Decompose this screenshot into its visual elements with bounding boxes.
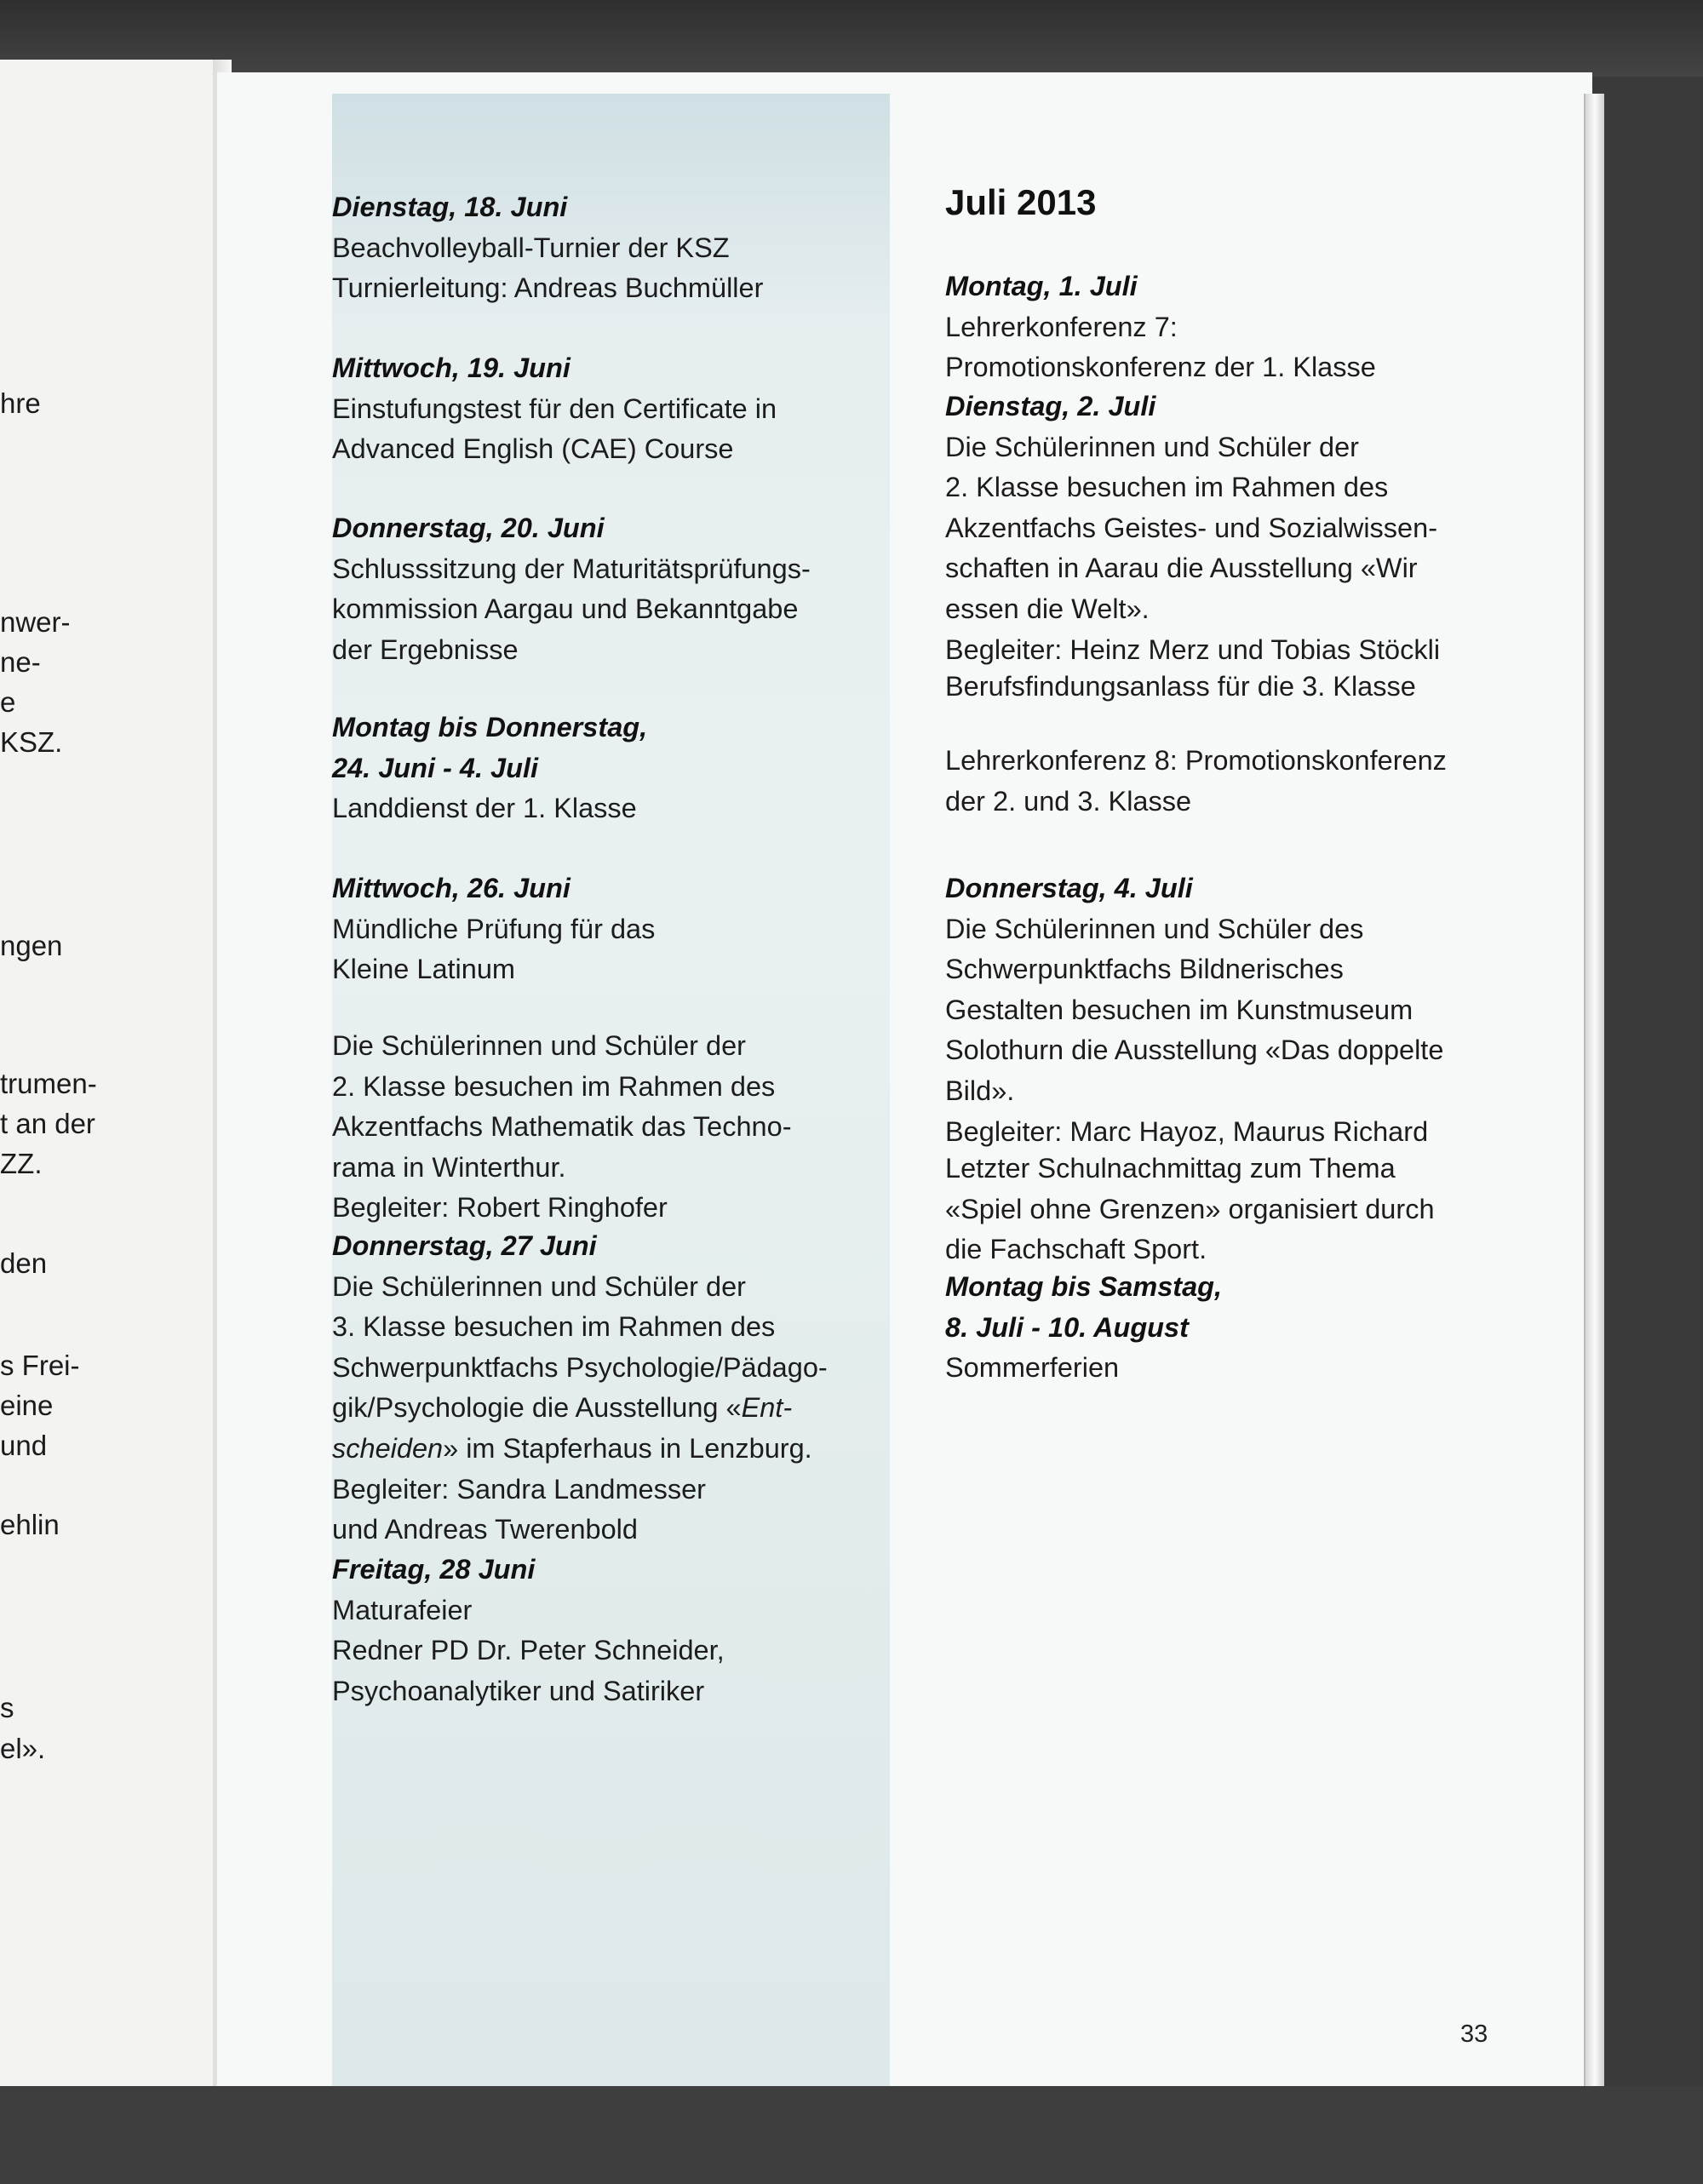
entry-line: Solothurn die Ausstellung «Das doppelte [945,1035,1444,1066]
entry-line: Landdienst der 1. Klasse [332,793,637,824]
entry-line: der Ergebnisse [332,633,519,665]
entry-26-juni [332,868,894,990]
entry-line: der 2. und 3. Klasse [945,785,1192,817]
entry-line: 2. Klasse besuchen im Rahmen des [945,472,1389,503]
entry-line: Advanced English (CAE) Course [332,433,734,465]
entry-lehrerkonferenz-8 [945,741,1558,822]
left-fragment: s Frei- [0,1350,80,1381]
entry-line: Maturafeier [332,1594,473,1625]
entry-27-juni [332,1226,894,1551]
entry-line: Schwerpunktfachs Bildnerisches [945,954,1344,985]
entry-line: 2. Klasse besuchen im Rahmen des [332,1070,776,1102]
entry-line: kommission Aargau und Bekanntgabe [332,593,799,625]
left-fragment: ne- [0,646,41,678]
entry-line: Schlusssitzung der Maturitätsprüfungs- [332,553,811,584]
entry-date: Donnerstag, 20. Juni [332,513,605,543]
page-number: 33 [1460,2021,1488,2048]
left-fragment: und [0,1430,48,1461]
entry-line: Begleiter: Sandra Landmesser [332,1473,707,1505]
entry-20-juni [332,508,894,670]
entry-date: Dienstag, 2. Juli [945,391,1156,421]
entry-line: Redner PD Dr. Peter Schneider, [332,1635,725,1666]
entry-line: Die Schülerinnen und Schüler der [332,1270,746,1302]
left-fragment: el». [0,1733,46,1764]
left-fragment: s [0,1692,14,1723]
entry-line: Die Schülerinnen und Schüler des [945,913,1364,944]
entry-date: Donnerstag, 4. Juli [945,873,1193,903]
entry-line: Akzentfachs Geistes- und Sozialwissen- [945,512,1438,543]
left-fragment: ZZ. [0,1148,43,1179]
entry-date-range: 24. Juni - 4. Juli [332,752,539,783]
entry-line: 3. Klasse besuchen im Rahmen des [332,1311,776,1343]
entry-sommerferien [945,1267,1558,1389]
entry-line: essen die Welt». [945,593,1150,624]
left-fragment: hre [0,387,41,419]
entry-2-juli [945,387,1558,670]
left-fragment: t an der [0,1108,95,1139]
entry-line: Lehrerkonferenz 8: Promotionskonferenz [945,745,1447,776]
left-fragment: KSZ. [0,726,63,758]
entry-19-juni [332,348,894,470]
entry-4-juli [945,868,1558,1152]
entry-date: Freitag, 28 Juni [332,1554,536,1585]
scanner-background-top [0,0,1703,77]
entry-line: Berufsfindungsanlass für die 3. Klasse [945,671,1416,702]
entry-line: Begleiter: Marc Hayoz, Maurus Richard [945,1115,1429,1147]
entry-line: Turnierleitung: Andreas Buchmüller [332,272,764,304]
entry-line: Psychoanalytiker und Satiriker [332,1675,705,1706]
entry-line: rama in Winterthur. [332,1151,566,1183]
entry-line: Schwerpunktfachs Psychologie/Pädago- [332,1351,828,1383]
entry-line: Akzentfachs Mathematik das Techno- [332,1111,792,1143]
entry-berufsfindung [945,667,1558,708]
entry-line: und Andreas Twerenbold [332,1514,638,1545]
entry-line-rich [332,1429,894,1470]
entry-line: Beachvolleyball-Turnier der KSZ [332,232,730,263]
entry-line: Mündliche Prüfung für das [332,913,656,944]
entry-date: Montag bis Samstag, [945,1271,1223,1302]
entry-date: Mittwoch, 19. Juni [332,353,571,383]
entry-line: Kleine Latinum [332,954,515,985]
left-fragment: e [0,686,16,718]
month-heading: Juli 2013 [945,182,1097,222]
entry-landdienst [332,708,894,829]
entry-line: Begleiter: Robert Ringhofer [332,1192,668,1224]
entry-1-juli [945,267,1558,388]
italic-segment: Ent- [741,1392,793,1424]
right-page [217,72,1592,2086]
left-page [0,60,216,2095]
entry-date-range: 8. Juli - 10. August [945,1311,1189,1343]
entry-date: Dienstag, 18. Juni [332,192,568,222]
entry-line: Einstufungstest für den Certificate in [332,393,777,424]
entry-spiel-ohne-grenzen [945,1149,1558,1270]
text-segment: » im Stapferhaus in Lenzburg. [443,1432,812,1464]
entry-line: Promotionskonferenz der 1. Klasse [945,352,1376,383]
entry-line: die Fachschaft Sport. [945,1234,1207,1265]
entry-line: Die Schülerinnen und Schüler der [332,1030,746,1061]
entry-28-juni [332,1550,894,1711]
left-fragment: trumen- [0,1068,97,1099]
left-fragment: ehlin [0,1509,60,1540]
page-stack-edge [1584,94,1604,2086]
entry-line: Lehrerkonferenz 7: [945,311,1178,342]
entry-date: Donnerstag, 27 Juni [332,1230,597,1261]
entry-line: Gestalten besuchen im Kunstmuseum [945,994,1413,1025]
entry-line: «Spiel ohne Grenzen» organisiert durch [945,1193,1435,1224]
entry-line: Letzter Schulnachmittag zum Thema [945,1153,1396,1184]
left-fragment: nwer- [0,606,71,638]
entry-line: Bild». [945,1075,1015,1106]
left-fragment: eine [0,1390,54,1421]
entry-line: schaften in Aarau die Ausstellung «Wir [945,553,1418,584]
italic-segment: scheiden [332,1432,444,1464]
entry-line: Sommerferien [945,1352,1120,1384]
entry-date: Montag bis Donnerstag, [332,712,648,742]
left-fragment: den [0,1247,48,1279]
entry-18-juni [332,187,894,309]
entry-technorama [332,1026,894,1229]
scanner-background-bottom [0,2086,1703,2184]
entry-date: Mittwoch, 26. Juni [332,873,571,903]
entry-line: Begleiter: Heinz Merz und Tobias Stöckli [945,633,1441,665]
entry-line: Die Schülerinnen und Schüler der [945,431,1359,462]
text-segment: gik/Psychologie die Ausstellung « [332,1392,742,1424]
entry-date: Montag, 1. Juli [945,271,1138,301]
left-fragment: ngen [0,930,63,961]
entry-line-rich [332,1388,894,1429]
